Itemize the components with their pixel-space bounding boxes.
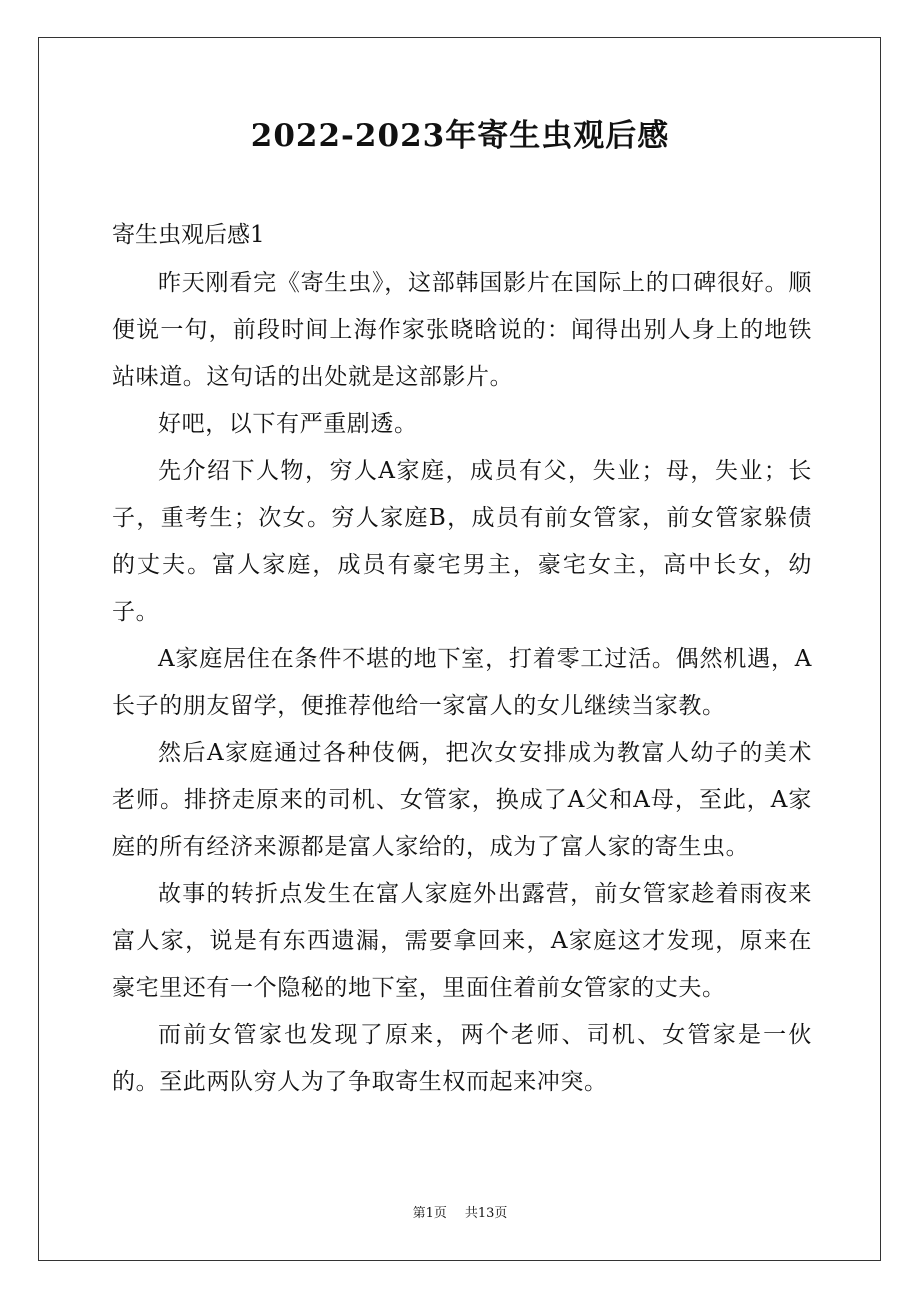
page-footer [0,1204,920,1224]
document-body [112,210,812,1106]
paragraph: 先介绍下人物，穷人A家庭，成员有父，失业；母，失业；长子，重考生；次女。穷人家庭B，成员有前女管家，前女管家躲债的丈夫。富人家庭，成员有豪宅男主，豪宅女主，高中长女，幼子。 [112,458,812,625]
document-title: 2022-2023年寄生虫观后感 [250,118,670,154]
paragraph: 好吧，以下有严重剧透。 [158,411,418,437]
paragraph: A家庭居住在条件不堪的地下室，打着零工过活。偶然机遇，A长子的朋友留学，便推荐他给一家富人的女儿继续当家教。 [112,646,812,719]
paragraph: 然后A家庭通过各种伎俩，把次女安排成为教富人幼子的美术老师。排挤走原来的司机、女管家，换成了A父和A母，至此，A家庭的所有经济来源都是富人家给的，成为了富人家的寄生虫。 [112,740,812,860]
paragraph: 昨天刚看完《寄生虫》，这部韩国影片在国际上的口碑很好。顺便说一句，前段时间上海作家张晓晗说的：闻得出别人身上的地铁站味道。这句话的出处就是这部影片。 [112,270,812,390]
page-number: 第1页 [412,1206,447,1221]
section-heading: 寄生虫观后感1 [112,222,265,248]
page-total: 共13页 [464,1206,508,1221]
paragraph: 而前女管家也发现了原来，两个老师、司机、女管家是一伙的。至此两队穷人为了争取寄生权而起来冲突。 [112,1022,812,1095]
paragraph: 故事的转折点发生在富人家庭外出露营，前女管家趁着雨夜来富人家，说是有东西遗漏，需要拿回来，A家庭这才发现，原来在豪宅里还有一个隐秘的地下室，里面住着前女管家的丈夫。 [112,881,812,1001]
